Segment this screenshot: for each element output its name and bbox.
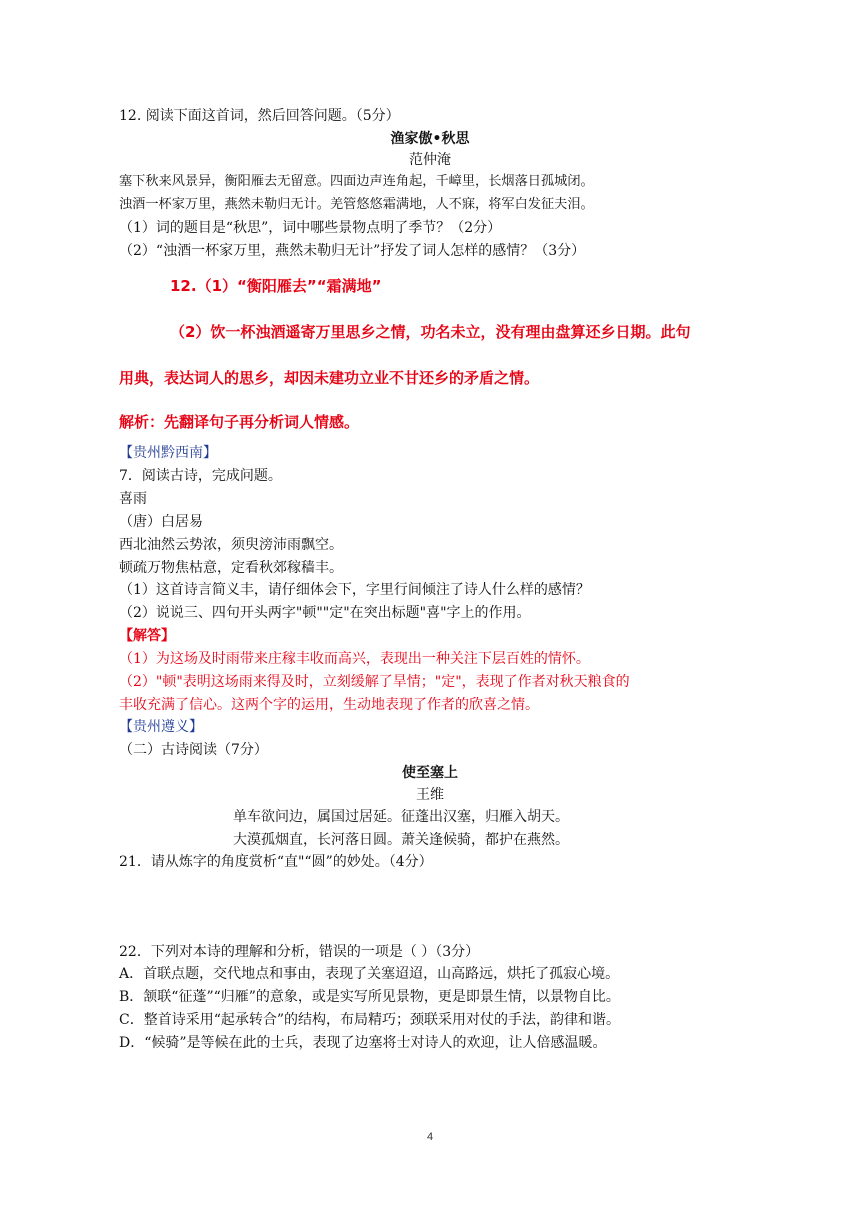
qianxinan-subquestion-2: （2）说说三、四句开头两字"顿""定"在突出标题"喜"字上的作用。 [119,605,531,621]
qianxinan-answer-2-line-1: （2）"顿"表明这场雨来得及时，立刻缓解了旱情；"定"，表现了作者对秋天粮食的 [119,674,630,690]
q22-option-d: D．“候骑”是等候在此的士兵，表现了边塞将士对诗人的欢迎，让人倍感温暖。 [119,1035,607,1051]
zunyi-poem-title: 使至塞上 [402,765,458,781]
qianxinan-prompt: 7．阅读古诗，完成问题。 [119,468,282,484]
zunyi-poem-author: 王维 [416,787,444,803]
q12-poem-author: 范仲淹 [409,152,451,168]
qianxinan-answer-1: （1）为这场及时雨带来庄稼丰收而高兴，表现出一种关注下层百姓的情怀。 [119,651,590,667]
qianxinan-poem-title: 喜雨 [119,491,147,507]
q12-subquestion-1: （1）词的题目是“秋思”，词中哪些景物点明了季节？（2分） [119,220,502,236]
qianxinan-poem-author: （唐）白居易 [119,514,203,530]
question-22: 22．下列对本诗的理解和分析，错误的一项是（ ）（3分） [119,944,480,960]
q12-answer-2-line-1: （2）饮一杯浊酒遥寄万里思乡之情，功名未立，没有理由盘算还乡日期。此句 [170,323,691,341]
zunyi-region-tag: 【贵州遵义】 [119,719,203,735]
zunyi-section-heading: （二）古诗阅读（7分） [119,742,268,758]
qianxinan-answer-2-line-2: 丰收充满了信心。这两个字的运用，生动地表现了作者的欣喜之情。 [119,697,539,713]
zunyi-poem-line-2: 大漠孤烟直，长河落日圆。萧关逢候骑，都护在燕然。 [233,832,569,848]
q12-subquestion-2: （2）“浊酒一杯家万里，燕然未勒归无计”抒发了词人怎样的感情？（3分） [119,243,586,259]
q12-answer-2-line-2: 用典，表达词人的思乡，却因未建功立业不甘还乡的矛盾之情。 [119,369,540,387]
q12-poem-title: 渔家傲•秋思 [390,131,470,147]
q12-poem-line-2: 浊酒一杯家万里，燕然未勒归无计。羌管悠悠霜满地，人不寐，将军白发征夫泪。 [119,197,594,212]
qianxinan-answer-label: 【解答】 [119,628,175,644]
qianxinan-poem-line-2: 顿疏万物焦枯意，定看秋郊稼穑丰。 [119,560,343,576]
qianxinan-region-tag: 【贵州黔西南】 [119,445,217,461]
q12-analysis: 解析：先翻译句子再分析词人情感。 [119,413,360,431]
q12-prompt: 12. 阅读下面这首词，然后回答问题。（5分） [119,108,400,124]
q22-option-b: B．颔联“征蓬”“归雁”的意象，或是实写所见景物，更是即景生情，以景物自比。 [119,989,620,1005]
qianxinan-poem-line-1: 西北油然云势浓，须臾滂沛雨飘空。 [119,537,343,553]
q12-poem-line-1: 塞下秋来风景异，衡阳雁去无留意。四面边声连角起，千嶂里，长烟落日孤城闭。 [119,174,594,189]
q22-option-c: C．整首诗采用“起承转合”的结构，布局精巧；颈联采用对仗的手法，韵律和谐。 [119,1012,621,1028]
question-21: 21．请从炼字的角度赏析“直"“圆”的妙处。（4分） [119,854,433,870]
page-number: 4 [426,1131,434,1143]
qianxinan-subquestion-1: （1）这首诗言简义丰，请仔细体会下，字里行间倾注了诗人什么样的感情？ [119,582,590,598]
zunyi-poem-line-1: 单车欲问边，属国过居延。征蓬出汉塞，归雁入胡天。 [233,809,569,825]
q12-answer-1: 12.（1）“衡阳雁去”“霜满地” [170,277,382,295]
q22-option-a: A．首联点题，交代地点和事由，表现了关塞迢迢，山高路远，烘托了孤寂心境。 [119,966,620,982]
